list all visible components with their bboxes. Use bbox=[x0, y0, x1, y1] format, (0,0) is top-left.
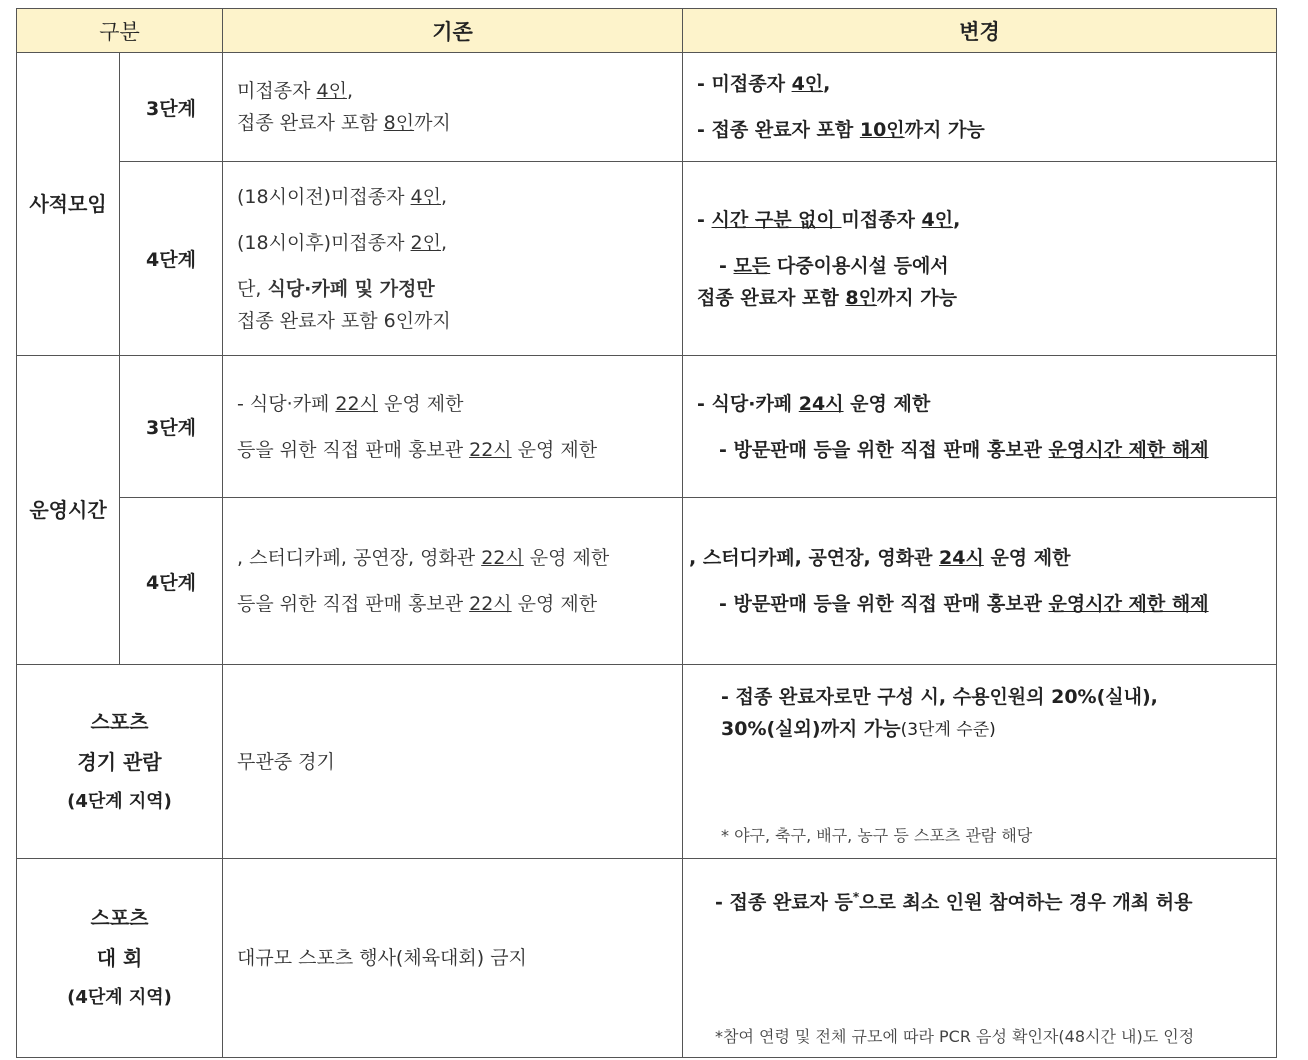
underlined-text: 24시 bbox=[798, 392, 844, 415]
text: 까지 가능 bbox=[904, 119, 985, 141]
text: 으로 최소 인원 참여하는 경우 개최 허용 bbox=[859, 891, 1193, 914]
after-cell bbox=[683, 356, 1277, 498]
underlined-text: 22시 bbox=[469, 593, 512, 615]
text: - 접종 완료자 포함 bbox=[697, 119, 860, 141]
category-line: (4단계 지역) bbox=[67, 987, 172, 1008]
category-line: 대 회 bbox=[96, 946, 143, 970]
text: 까지 가능 bbox=[876, 286, 957, 309]
before-cell bbox=[223, 498, 683, 665]
private-gathering-category: 사적모임 bbox=[17, 53, 120, 356]
text: 접종 완료자 포함 bbox=[697, 286, 846, 309]
underlined-text: 4인 bbox=[921, 208, 954, 231]
before-line bbox=[237, 388, 668, 420]
before-line bbox=[237, 434, 668, 466]
text: 접종 완료자 포함 bbox=[237, 112, 384, 134]
text: - 접종 완료자 등 bbox=[715, 891, 853, 914]
before-line bbox=[237, 227, 668, 259]
text: 운영 제한 bbox=[523, 547, 610, 569]
before-line bbox=[237, 75, 668, 107]
after-line bbox=[689, 588, 1262, 620]
text: (18시이전)미접종자 bbox=[237, 185, 411, 208]
after-cell bbox=[683, 859, 1277, 1058]
sports-viewing-category bbox=[17, 665, 223, 859]
text: , 스터디카페, 공연장, 영화관 bbox=[237, 547, 482, 569]
underlined-text: 4인 bbox=[791, 73, 824, 95]
category-line: 스포츠 bbox=[90, 709, 149, 734]
text: - 방문판매 등을 위한 직접 판매 홍보관 bbox=[719, 438, 1049, 461]
sports-event-row bbox=[17, 859, 1277, 1058]
after-line bbox=[697, 204, 1262, 236]
after-cell bbox=[683, 53, 1277, 162]
before-line bbox=[237, 181, 668, 213]
text: 미접종자 bbox=[237, 80, 317, 102]
footnote-marker: * bbox=[852, 890, 860, 904]
underlined-text: 4인 bbox=[316, 80, 347, 102]
text: 등을 위한 직접 판매 홍보관 bbox=[237, 593, 470, 615]
header-category: 구분 bbox=[17, 9, 223, 53]
after-line bbox=[697, 434, 1262, 466]
after-cell bbox=[683, 498, 1277, 665]
text: - 방문판매 등을 위한 직접 판매 홍보관 bbox=[719, 593, 1049, 615]
distancing-rules-table bbox=[16, 8, 1277, 1058]
text: - bbox=[697, 208, 712, 231]
text: , bbox=[823, 73, 831, 95]
before-line bbox=[237, 107, 668, 139]
after-cell bbox=[683, 162, 1277, 356]
text: 운영 제한 bbox=[377, 392, 464, 415]
stage-label: 3단계 bbox=[120, 356, 223, 498]
text: - bbox=[719, 254, 734, 277]
stage-label: 3단계 bbox=[120, 53, 223, 162]
text: , bbox=[441, 185, 448, 208]
after-line bbox=[697, 114, 1262, 146]
underlined-text: 24시 bbox=[939, 547, 984, 569]
text: , bbox=[441, 231, 448, 254]
text: - 식당·카페 bbox=[237, 392, 336, 415]
underlined-text: 22시 bbox=[335, 392, 378, 415]
underlined-text: 8인 bbox=[845, 286, 877, 309]
before-cell: 무관중 경기 bbox=[223, 665, 683, 859]
after-line bbox=[721, 713, 1262, 746]
header-before: 기존 bbox=[223, 9, 683, 53]
header-row bbox=[17, 9, 1277, 53]
before-cell: 대규모 스포츠 행사(체육대회) 금지 bbox=[223, 859, 683, 1058]
after-line: - 접종 완료자로만 구성 시, 수용인원의 20%(실내), bbox=[721, 686, 1158, 708]
text: 미접종자 bbox=[841, 208, 922, 231]
header-after: 변경 bbox=[683, 9, 1277, 53]
stage-label: 4단계 bbox=[120, 162, 223, 356]
underlined-text: 22시 bbox=[469, 438, 512, 461]
text: 운영 제한 bbox=[511, 438, 598, 461]
operating-hours-category: 운영시간 bbox=[17, 356, 120, 665]
private-stage4-row bbox=[17, 162, 1277, 356]
after-line bbox=[697, 388, 1262, 420]
underlined-text: 2인 bbox=[410, 231, 441, 254]
underlined-text: 22시 bbox=[481, 547, 524, 569]
footnote: * 야구, 축구, 배구, 농구 등 스포츠 관람 해당 bbox=[721, 826, 1033, 845]
text: , 스터디카페, 공연장, 영화관 bbox=[689, 547, 940, 569]
underlined-text: 10인 bbox=[859, 119, 905, 141]
private-stage3-row bbox=[17, 53, 1277, 162]
sports-viewing-row bbox=[17, 665, 1277, 859]
after-line bbox=[697, 250, 1262, 282]
stage-label: 4단계 bbox=[120, 498, 223, 665]
before-cell bbox=[223, 356, 683, 498]
after-cell bbox=[683, 665, 1277, 859]
text: 다중이용시설 등에서 bbox=[770, 254, 949, 277]
after-line bbox=[697, 282, 1262, 314]
before-cell bbox=[223, 162, 683, 356]
underlined-text: 8인 bbox=[383, 112, 415, 134]
sports-event-category bbox=[17, 859, 223, 1058]
text: 단, bbox=[237, 277, 268, 300]
text: (3단계 수준) bbox=[900, 720, 996, 740]
before-line bbox=[237, 588, 668, 620]
text: (18시이후)미접종자 bbox=[237, 231, 411, 254]
underlined-text: 시간 구분 없이 bbox=[711, 208, 842, 231]
underlined-text: 운영시간 제한 해제 bbox=[1048, 438, 1209, 461]
hours-stage3-row bbox=[17, 356, 1277, 498]
footnote: *참여 연령 및 전체 규모에 따라 PCR 음성 확인자(48시간 내)도 인정 bbox=[715, 1027, 1195, 1046]
underlined-text: 4인 bbox=[410, 185, 441, 208]
text: 운영 제한 bbox=[511, 593, 598, 615]
text: 운영 제한 bbox=[983, 547, 1071, 569]
bold-text: 식당·카페 및 가정만 bbox=[267, 277, 435, 300]
text: 운영 제한 bbox=[843, 392, 931, 415]
after-line bbox=[715, 881, 1258, 918]
text: , bbox=[953, 208, 961, 231]
text: - 식당·카페 bbox=[697, 392, 799, 415]
category-line: 경기 관람 bbox=[77, 749, 162, 774]
underlined-text: 운영시간 제한 해제 bbox=[1048, 593, 1209, 615]
category-line: 스포츠 bbox=[90, 906, 149, 930]
after-line bbox=[689, 542, 1262, 574]
underlined-text: 모든 bbox=[733, 254, 771, 277]
before-line: 접종 완료자 포함 6인까지 bbox=[237, 309, 451, 332]
text: 등을 위한 직접 판매 홍보관 bbox=[237, 438, 470, 461]
before-line bbox=[237, 542, 668, 574]
text: - 미접종자 bbox=[697, 73, 792, 95]
hours-stage4-row bbox=[17, 498, 1277, 665]
before-cell bbox=[223, 53, 683, 162]
text: 까지 bbox=[414, 112, 451, 134]
text: , bbox=[346, 80, 353, 102]
text: 30%(실외)까지 가능 bbox=[721, 718, 901, 740]
category-line: (4단계 지역) bbox=[67, 790, 172, 812]
after-line bbox=[697, 68, 1262, 100]
before-line bbox=[237, 273, 668, 305]
